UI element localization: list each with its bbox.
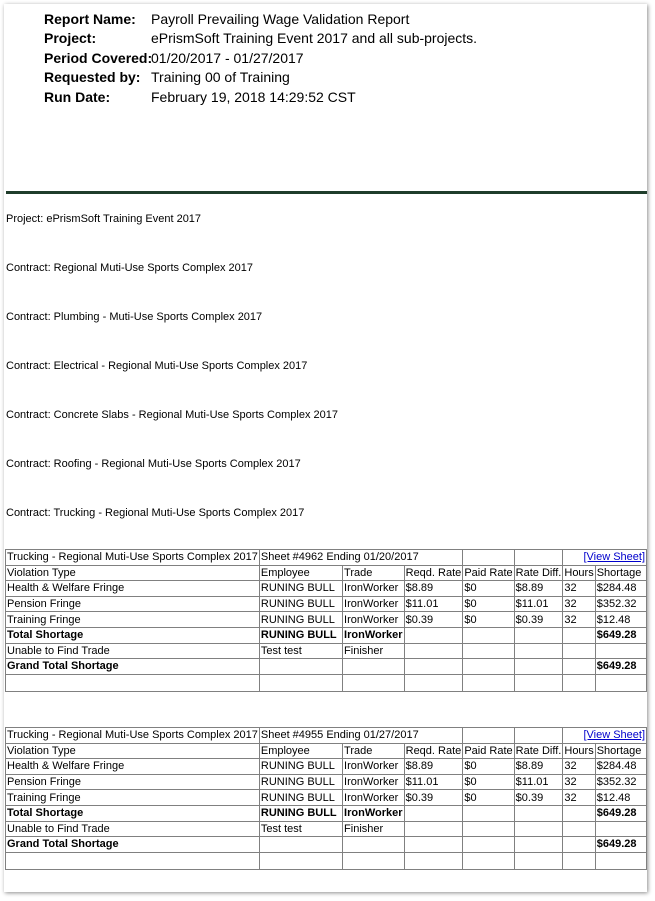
- period-row: [44, 49, 477, 68]
- contract-line: Contract: Regional Muti-Use Sports Complex 2017: [6, 262, 254, 274]
- table-row: Training Fringe RUNING BULL IronWorker $0.39 $0 $0.39 32 $12.48: [6, 612, 647, 628]
- table-row: Pension Fringe RUNING BULL IronWorker $11.01 $0 $11.01 32 $352.32: [6, 596, 647, 612]
- sheet-title-row: [6, 728, 647, 744]
- column-header-row: [6, 565, 647, 581]
- table-row: Health & Welfare Fringe RUNING BULL IronWorker $8.89 $0 $8.89 32 $284.48: [6, 581, 647, 597]
- project-label: Project:: [44, 30, 97, 47]
- contract-line: Contract: Roofing - Regional Muti-Use Sports Complex 2017: [6, 458, 301, 470]
- sheet-table: [5, 727, 647, 870]
- sheet-table: [5, 549, 647, 692]
- unable-trade-row: Unable to Find Trade Test test Finisher: [6, 643, 647, 659]
- view-sheet-link[interactable]: [View Sheet]: [583, 551, 645, 564]
- table-row: Pension Fringe RUNING BULL IronWorker $11.01 $0 $11.01 32 $352.32: [6, 774, 647, 790]
- grand-total-row: Grand Total Shortage $649.28: [6, 837, 647, 853]
- requested-row: [44, 68, 477, 87]
- period-label: Period Covered:: [44, 49, 153, 66]
- col-violation-type: Violation Type: [6, 743, 260, 759]
- col-shortage: Shortage: [595, 743, 646, 759]
- total-shortage-row: Total Shortage RUNING BULL IronWorker $649.28: [6, 627, 647, 643]
- run-date-label: Run Date:: [44, 88, 111, 105]
- column-header-row: [6, 743, 647, 759]
- project-value: ePrismSoft Training Event 2017 and all sub-projects.: [151, 30, 478, 47]
- sheet-title-row: [6, 550, 647, 566]
- report-page: [4, 4, 647, 892]
- contract-line: Contract: Concrete Slabs - Regional Muti-Use Sports Complex 2017: [6, 409, 338, 421]
- col-rate-diff: Rate Diff.: [515, 566, 562, 579]
- requested-label: Requested by:: [44, 69, 141, 86]
- col-employee: Employee: [259, 565, 342, 581]
- sheet-contract: Trucking - Regional Muti-Use Sports Complex 2017: [7, 551, 258, 564]
- table-row: Health & Welfare Fringe RUNING BULL IronWorker $8.89 $0 $8.89 32 $284.48: [6, 759, 647, 775]
- contract-line: Contract: Plumbing - Muti-Use Sports Complex 2017: [6, 311, 263, 323]
- sheet-number: Sheet #4955 Ending 01/27/2017: [259, 728, 462, 744]
- col-trade: Trade: [343, 743, 405, 759]
- header-divider: [6, 191, 647, 194]
- unable-trade-row: Unable to Find Trade Test test Finisher: [6, 821, 647, 837]
- col-shortage: Shortage: [595, 565, 646, 581]
- col-violation-type: Violation Type: [6, 565, 260, 581]
- project-row: [44, 29, 477, 48]
- spacer-row: [6, 674, 647, 691]
- report-name-value: Payroll Prevailing Wage Validation Report: [151, 11, 410, 27]
- report-name-row: [44, 10, 477, 29]
- sheet-contract: Trucking - Regional Muti-Use Sports Complex 2017: [7, 729, 258, 742]
- report-header: [44, 10, 477, 107]
- col-employee: Employee: [259, 743, 342, 759]
- project-line: Project: ePrismSoft Training Event 2017: [6, 213, 202, 225]
- sheet-number: Sheet #4962 Ending 01/20/2017: [259, 550, 462, 566]
- col-reqd-rate: Reqd. Rate: [405, 566, 462, 579]
- grand-total-row: Grand Total Shortage $649.28: [6, 659, 647, 675]
- report-name-label: Report Name:: [44, 11, 136, 27]
- col-hours: Hours: [564, 566, 594, 579]
- requested-value: Training 00 of Training: [151, 69, 290, 86]
- table-row: Training Fringe RUNING BULL IronWorker $0.39 $0 $0.39 32 $12.48: [6, 790, 647, 806]
- contract-line: Contract: Trucking - Regional Muti-Use Sports Complex 2017: [6, 507, 305, 519]
- run-date-value: February 19, 2018 14:29:52 CST: [151, 88, 356, 105]
- total-shortage-row: Total Shortage RUNING BULL IronWorker $649.28: [6, 805, 647, 821]
- period-value: 01/20/2017 - 01/27/2017: [151, 49, 304, 66]
- run-date-row: [44, 88, 477, 107]
- col-trade: Trade: [343, 565, 405, 581]
- col-hours: Hours: [564, 744, 594, 757]
- col-paid-rate: Paid Rate: [464, 566, 513, 579]
- col-reqd-rate: Reqd. Rate: [405, 744, 462, 757]
- col-paid-rate: Paid Rate: [464, 744, 513, 757]
- col-rate-diff: Rate Diff.: [515, 744, 562, 757]
- spacer-row: [6, 852, 647, 869]
- view-sheet-link[interactable]: [View Sheet]: [583, 729, 645, 742]
- contract-line: Contract: Electrical - Regional Muti-Use Sports Complex 2017: [6, 360, 308, 372]
